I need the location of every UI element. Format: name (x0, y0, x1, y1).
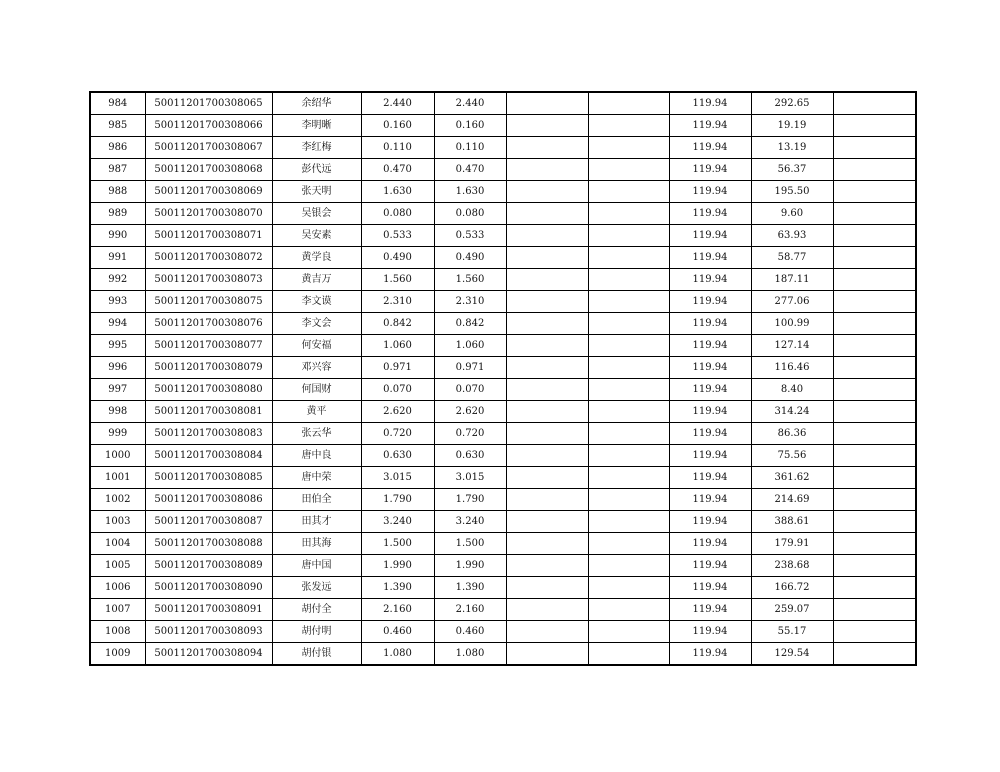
row-number-cell: 989 (90, 203, 145, 225)
row-number-cell: 993 (90, 291, 145, 313)
id-code-cell: 50011201700308084 (145, 445, 272, 467)
blank-cell-1 (506, 467, 588, 489)
id-code-cell: 50011201700308088 (145, 533, 272, 555)
name-cell: 余绍华 (272, 92, 361, 115)
value-b-cell: 2.160 (434, 599, 506, 621)
remark-cell (833, 269, 916, 291)
id-code-cell: 50011201700308076 (145, 313, 272, 335)
table-row (90, 379, 916, 401)
remark-cell (833, 423, 916, 445)
amount-cell: 195.50 (751, 181, 833, 203)
name-cell: 黄平 (272, 401, 361, 423)
value-b-cell: 0.080 (434, 203, 506, 225)
table-row (90, 313, 916, 335)
row-number-cell: 1000 (90, 445, 145, 467)
data-table (89, 91, 917, 666)
amount-cell: 86.36 (751, 423, 833, 445)
amount-cell: 56.37 (751, 159, 833, 181)
amount-cell: 75.56 (751, 445, 833, 467)
blank-cell-1 (506, 137, 588, 159)
row-number-cell: 1006 (90, 577, 145, 599)
remark-cell (833, 467, 916, 489)
table-row (90, 335, 916, 357)
row-number-cell: 992 (90, 269, 145, 291)
value-b-cell: 0.720 (434, 423, 506, 445)
blank-cell-2 (588, 577, 669, 599)
row-number-cell: 988 (90, 181, 145, 203)
remark-cell (833, 313, 916, 335)
id-code-cell: 50011201700308071 (145, 225, 272, 247)
value-b-cell: 0.470 (434, 159, 506, 181)
table-row (90, 599, 916, 621)
table-row (90, 467, 916, 489)
table-row (90, 247, 916, 269)
value-a-cell: 0.842 (361, 313, 434, 335)
blank-cell-1 (506, 555, 588, 577)
remark-cell (833, 115, 916, 137)
value-a-cell: 0.460 (361, 621, 434, 643)
value-b-cell: 0.160 (434, 115, 506, 137)
unit-price-cell: 119.94 (669, 577, 751, 599)
blank-cell-1 (506, 335, 588, 357)
amount-cell: 8.40 (751, 379, 833, 401)
row-number-cell: 1008 (90, 621, 145, 643)
value-b-cell: 0.971 (434, 357, 506, 379)
value-b-cell: 3.240 (434, 511, 506, 533)
row-number-cell: 1005 (90, 555, 145, 577)
unit-price-cell: 119.94 (669, 115, 751, 137)
amount-cell: 277.06 (751, 291, 833, 313)
row-number-cell: 1001 (90, 467, 145, 489)
name-cell: 吴银会 (272, 203, 361, 225)
row-number-cell: 999 (90, 423, 145, 445)
table-row (90, 115, 916, 137)
remark-cell (833, 533, 916, 555)
name-cell: 唐中荣 (272, 467, 361, 489)
id-code-cell: 50011201700308077 (145, 335, 272, 357)
blank-cell-1 (506, 313, 588, 335)
table-row (90, 555, 916, 577)
name-cell: 何安福 (272, 335, 361, 357)
blank-cell-1 (506, 92, 588, 115)
table-row (90, 181, 916, 203)
unit-price-cell: 119.94 (669, 335, 751, 357)
remark-cell (833, 445, 916, 467)
id-code-cell: 50011201700308065 (145, 92, 272, 115)
id-code-cell: 50011201700308073 (145, 269, 272, 291)
value-a-cell: 0.533 (361, 225, 434, 247)
blank-cell-2 (588, 247, 669, 269)
blank-cell-2 (588, 533, 669, 555)
value-a-cell: 2.310 (361, 291, 434, 313)
name-cell: 胡付全 (272, 599, 361, 621)
amount-cell: 166.72 (751, 577, 833, 599)
table-row (90, 445, 916, 467)
value-b-cell: 1.060 (434, 335, 506, 357)
id-code-cell: 50011201700308066 (145, 115, 272, 137)
name-cell: 李文会 (272, 313, 361, 335)
remark-cell (833, 225, 916, 247)
value-b-cell: 0.533 (434, 225, 506, 247)
id-code-cell: 50011201700308091 (145, 599, 272, 621)
amount-cell: 388.61 (751, 511, 833, 533)
name-cell: 吴安素 (272, 225, 361, 247)
value-b-cell: 1.790 (434, 489, 506, 511)
name-cell: 李文谟 (272, 291, 361, 313)
amount-cell: 259.07 (751, 599, 833, 621)
remark-cell (833, 643, 916, 666)
name-cell: 黄学良 (272, 247, 361, 269)
blank-cell-1 (506, 599, 588, 621)
table-row (90, 643, 916, 666)
value-a-cell: 1.060 (361, 335, 434, 357)
id-code-cell: 50011201700308094 (145, 643, 272, 666)
table-row (90, 357, 916, 379)
value-a-cell: 1.390 (361, 577, 434, 599)
table-row (90, 423, 916, 445)
blank-cell-2 (588, 379, 669, 401)
blank-cell-2 (588, 335, 669, 357)
blank-cell-2 (588, 313, 669, 335)
name-cell: 何国财 (272, 379, 361, 401)
table-row (90, 489, 916, 511)
blank-cell-1 (506, 643, 588, 666)
id-code-cell: 50011201700308093 (145, 621, 272, 643)
blank-cell-1 (506, 401, 588, 423)
amount-cell: 58.77 (751, 247, 833, 269)
row-number-cell: 1002 (90, 489, 145, 511)
blank-cell-1 (506, 159, 588, 181)
table-row (90, 511, 916, 533)
value-a-cell: 1.080 (361, 643, 434, 666)
blank-cell-1 (506, 489, 588, 511)
remark-cell (833, 401, 916, 423)
value-a-cell: 1.990 (361, 555, 434, 577)
id-code-cell: 50011201700308079 (145, 357, 272, 379)
blank-cell-2 (588, 599, 669, 621)
row-number-cell: 985 (90, 115, 145, 137)
blank-cell-2 (588, 643, 669, 666)
id-code-cell: 50011201700308083 (145, 423, 272, 445)
remark-cell (833, 159, 916, 181)
row-number-cell: 990 (90, 225, 145, 247)
id-code-cell: 50011201700308089 (145, 555, 272, 577)
name-cell: 张云华 (272, 423, 361, 445)
row-number-cell: 996 (90, 357, 145, 379)
blank-cell-1 (506, 269, 588, 291)
blank-cell-2 (588, 401, 669, 423)
unit-price-cell: 119.94 (669, 92, 751, 115)
name-cell: 胡付明 (272, 621, 361, 643)
blank-cell-2 (588, 225, 669, 247)
value-a-cell: 0.110 (361, 137, 434, 159)
unit-price-cell: 119.94 (669, 137, 751, 159)
name-cell: 张发远 (272, 577, 361, 599)
value-b-cell: 0.842 (434, 313, 506, 335)
amount-cell: 127.14 (751, 335, 833, 357)
row-number-cell: 991 (90, 247, 145, 269)
blank-cell-2 (588, 92, 669, 115)
remark-cell (833, 511, 916, 533)
unit-price-cell: 119.94 (669, 357, 751, 379)
name-cell: 唐中国 (272, 555, 361, 577)
unit-price-cell: 119.94 (669, 269, 751, 291)
table-row (90, 225, 916, 247)
blank-cell-2 (588, 445, 669, 467)
value-b-cell: 0.110 (434, 137, 506, 159)
table-row (90, 159, 916, 181)
table-row (90, 92, 916, 115)
id-code-cell: 50011201700308086 (145, 489, 272, 511)
unit-price-cell: 119.94 (669, 313, 751, 335)
value-a-cell: 0.630 (361, 445, 434, 467)
amount-cell: 55.17 (751, 621, 833, 643)
remark-cell (833, 357, 916, 379)
value-b-cell: 1.500 (434, 533, 506, 555)
blank-cell-2 (588, 115, 669, 137)
blank-cell-2 (588, 467, 669, 489)
value-a-cell: 2.160 (361, 599, 434, 621)
row-number-cell: 998 (90, 401, 145, 423)
amount-cell: 314.24 (751, 401, 833, 423)
row-number-cell: 984 (90, 92, 145, 115)
value-b-cell: 0.070 (434, 379, 506, 401)
name-cell: 胡付银 (272, 643, 361, 666)
blank-cell-1 (506, 511, 588, 533)
row-number-cell: 997 (90, 379, 145, 401)
amount-cell: 361.62 (751, 467, 833, 489)
amount-cell: 238.68 (751, 555, 833, 577)
remark-cell (833, 181, 916, 203)
blank-cell-1 (506, 533, 588, 555)
blank-cell-2 (588, 511, 669, 533)
value-b-cell: 3.015 (434, 467, 506, 489)
id-code-cell: 50011201700308069 (145, 181, 272, 203)
value-b-cell: 0.490 (434, 247, 506, 269)
id-code-cell: 50011201700308070 (145, 203, 272, 225)
unit-price-cell: 119.94 (669, 445, 751, 467)
blank-cell-2 (588, 181, 669, 203)
blank-cell-1 (506, 247, 588, 269)
row-number-cell: 1003 (90, 511, 145, 533)
table-row (90, 203, 916, 225)
value-b-cell: 1.560 (434, 269, 506, 291)
unit-price-cell: 119.94 (669, 159, 751, 181)
blank-cell-2 (588, 269, 669, 291)
value-a-cell: 1.630 (361, 181, 434, 203)
blank-cell-2 (588, 555, 669, 577)
amount-cell: 19.19 (751, 115, 833, 137)
value-a-cell: 0.080 (361, 203, 434, 225)
amount-cell: 116.46 (751, 357, 833, 379)
value-a-cell: 0.490 (361, 247, 434, 269)
value-a-cell: 0.070 (361, 379, 434, 401)
table-body (90, 92, 916, 665)
row-number-cell: 986 (90, 137, 145, 159)
id-code-cell: 50011201700308087 (145, 511, 272, 533)
blank-cell-2 (588, 621, 669, 643)
unit-price-cell: 119.94 (669, 643, 751, 666)
table-row (90, 137, 916, 159)
value-b-cell: 0.630 (434, 445, 506, 467)
value-a-cell: 3.240 (361, 511, 434, 533)
value-b-cell: 1.630 (434, 181, 506, 203)
amount-cell: 179.91 (751, 533, 833, 555)
id-code-cell: 50011201700308075 (145, 291, 272, 313)
amount-cell: 292.65 (751, 92, 833, 115)
blank-cell-1 (506, 423, 588, 445)
name-cell: 邓兴容 (272, 357, 361, 379)
value-a-cell: 1.790 (361, 489, 434, 511)
name-cell: 黄吉万 (272, 269, 361, 291)
row-number-cell: 987 (90, 159, 145, 181)
blank-cell-1 (506, 357, 588, 379)
unit-price-cell: 119.94 (669, 511, 751, 533)
unit-price-cell: 119.94 (669, 599, 751, 621)
row-number-cell: 1009 (90, 643, 145, 666)
amount-cell: 13.19 (751, 137, 833, 159)
value-a-cell: 0.720 (361, 423, 434, 445)
blank-cell-1 (506, 379, 588, 401)
blank-cell-2 (588, 159, 669, 181)
remark-cell (833, 335, 916, 357)
value-a-cell: 0.470 (361, 159, 434, 181)
table-row (90, 533, 916, 555)
id-code-cell: 50011201700308090 (145, 577, 272, 599)
row-number-cell: 1007 (90, 599, 145, 621)
table-row (90, 621, 916, 643)
id-code-cell: 50011201700308068 (145, 159, 272, 181)
amount-cell: 63.93 (751, 225, 833, 247)
row-number-cell: 1004 (90, 533, 145, 555)
table-row (90, 401, 916, 423)
blank-cell-1 (506, 445, 588, 467)
remark-cell (833, 621, 916, 643)
blank-cell-1 (506, 291, 588, 313)
value-b-cell: 2.310 (434, 291, 506, 313)
remark-cell (833, 555, 916, 577)
name-cell: 李明晰 (272, 115, 361, 137)
unit-price-cell: 119.94 (669, 489, 751, 511)
name-cell: 彭代远 (272, 159, 361, 181)
unit-price-cell: 119.94 (669, 423, 751, 445)
amount-cell: 214.69 (751, 489, 833, 511)
blank-cell-1 (506, 621, 588, 643)
blank-cell-2 (588, 489, 669, 511)
remark-cell (833, 137, 916, 159)
remark-cell (833, 489, 916, 511)
value-a-cell: 2.620 (361, 401, 434, 423)
value-b-cell: 0.460 (434, 621, 506, 643)
remark-cell (833, 203, 916, 225)
row-number-cell: 995 (90, 335, 145, 357)
blank-cell-2 (588, 291, 669, 313)
name-cell: 唐中良 (272, 445, 361, 467)
value-a-cell: 3.015 (361, 467, 434, 489)
id-code-cell: 50011201700308067 (145, 137, 272, 159)
id-code-cell: 50011201700308080 (145, 379, 272, 401)
blank-cell-2 (588, 423, 669, 445)
blank-cell-1 (506, 225, 588, 247)
name-cell: 田其海 (272, 533, 361, 555)
value-a-cell: 1.560 (361, 269, 434, 291)
value-a-cell: 2.440 (361, 92, 434, 115)
unit-price-cell: 119.94 (669, 203, 751, 225)
unit-price-cell: 119.94 (669, 621, 751, 643)
amount-cell: 129.54 (751, 643, 833, 666)
remark-cell (833, 291, 916, 313)
value-b-cell: 2.620 (434, 401, 506, 423)
table-row (90, 291, 916, 313)
value-a-cell: 0.160 (361, 115, 434, 137)
blank-cell-1 (506, 577, 588, 599)
id-code-cell: 50011201700308081 (145, 401, 272, 423)
unit-price-cell: 119.94 (669, 401, 751, 423)
amount-cell: 9.60 (751, 203, 833, 225)
blank-cell-2 (588, 137, 669, 159)
value-a-cell: 1.500 (361, 533, 434, 555)
id-code-cell: 50011201700308072 (145, 247, 272, 269)
amount-cell: 100.99 (751, 313, 833, 335)
remark-cell (833, 599, 916, 621)
name-cell: 张天明 (272, 181, 361, 203)
unit-price-cell: 119.94 (669, 467, 751, 489)
remark-cell (833, 577, 916, 599)
unit-price-cell: 119.94 (669, 379, 751, 401)
unit-price-cell: 119.94 (669, 247, 751, 269)
blank-cell-2 (588, 357, 669, 379)
remark-cell (833, 379, 916, 401)
value-b-cell: 2.440 (434, 92, 506, 115)
name-cell: 田伯全 (272, 489, 361, 511)
value-b-cell: 1.390 (434, 577, 506, 599)
blank-cell-1 (506, 203, 588, 225)
blank-cell-1 (506, 181, 588, 203)
unit-price-cell: 119.94 (669, 291, 751, 313)
amount-cell: 187.11 (751, 269, 833, 291)
blank-cell-1 (506, 115, 588, 137)
unit-price-cell: 119.94 (669, 555, 751, 577)
remark-cell (833, 92, 916, 115)
value-a-cell: 0.971 (361, 357, 434, 379)
table-row (90, 269, 916, 291)
id-code-cell: 50011201700308085 (145, 467, 272, 489)
unit-price-cell: 119.94 (669, 181, 751, 203)
remark-cell (833, 247, 916, 269)
unit-price-cell: 119.94 (669, 225, 751, 247)
table-row (90, 577, 916, 599)
value-b-cell: 1.080 (434, 643, 506, 666)
name-cell: 田其才 (272, 511, 361, 533)
blank-cell-2 (588, 203, 669, 225)
unit-price-cell: 119.94 (669, 533, 751, 555)
row-number-cell: 994 (90, 313, 145, 335)
name-cell: 李红梅 (272, 137, 361, 159)
value-b-cell: 1.990 (434, 555, 506, 577)
